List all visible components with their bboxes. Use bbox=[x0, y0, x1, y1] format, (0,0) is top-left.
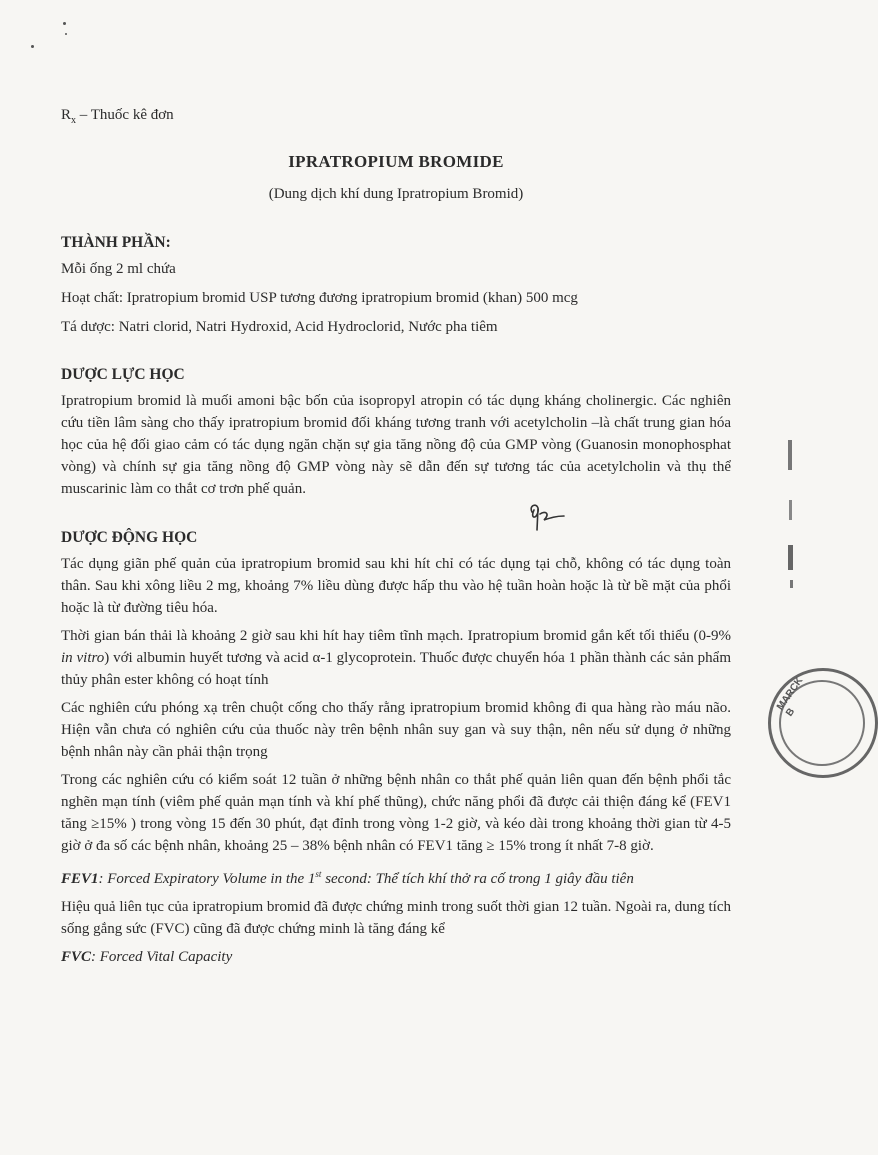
rx-sub: x bbox=[71, 115, 77, 126]
text-run: ) với albumin huyết tương và acid α-1 glycoprotein. Thuốc được chuyển hóa 1 phần thành các sản phẩm thủy phân ester không có hoạt tính bbox=[61, 650, 731, 688]
page-subtitle: (Dung dịch khí dung Ipratropium Bromid) bbox=[268, 186, 524, 202]
pharmacodynamics-paragraph: Ipratropium bromid là muối amoni bậc bốn của isopropyl atropin có tác dụng kháng cholinergic. Các nghiên cứu tiền lâm sàng cho thấy ipratropium bromid đối kháng tương tranh với acetylcholin –là chất trung gian hóa học của hệ đối giao cảm có tác dụng ngăn chặn sự gia tăng nồng độ của GMP vòng (Guanosin monophosphat vòng) và chính sự gia tăng nồng độ GMP vòng này sẽ dẫn đến sự tương tác của acetylcholin và thụ thể muscarinic làm co thắt cơ trơn phế quản. bbox=[61, 393, 731, 497]
rx-label-text: – Thuốc kê đơn bbox=[76, 107, 174, 123]
edge-stamp-fragment bbox=[786, 440, 796, 590]
prescription-label bbox=[61, 104, 731, 132]
pharmacokinetics-paragraph: Trong các nghiên cứu có kiểm soát 12 tuần ở những bệnh nhân co thắt phế quản liên quan đến bệnh phổi tắc nghẽn mạn tính (viêm phế quản mạn tính và khí phế thũng), chức năng phổi đã được cải thiện đáng kể (FEV1 tăng ≥15% ) trong vòng 15 đến 30 phút, đạt đỉnh trong vòng 1-2 giờ, và kéo dài trong khoảng thời gian từ 4-5 giờ ở đa số các bệnh nhân, khoảng 25 – 38% bệnh nhân có FEV1 tăng ≥ 15% trong ít nhất 7-8 giờ. bbox=[61, 772, 731, 854]
document-body bbox=[61, 104, 731, 968]
pharmacokinetics-paragraph: Tác dụng giãn phế quản của ipratropium bromid sau khi hít chỉ có tác dụng tại chỗ, không có tác dụng toàn thân. Sau khi xông liều 2 mg, khoảng 7% liều dùng được hấp thu vào hệ tuần hoàn hoặc là từ bề mặt của phổi hoặc là từ đường tiêu hóa. bbox=[61, 556, 731, 616]
page-title: IPRATROPIUM BROMIDE bbox=[288, 152, 504, 171]
scan-speck bbox=[65, 33, 67, 35]
composition-section bbox=[61, 232, 731, 338]
text-run: : Forced Vital Capacity bbox=[91, 949, 233, 965]
composition-heading: THÀNH PHẦN: bbox=[61, 234, 171, 251]
composition-line: Mỗi ống 2 ml chứa bbox=[61, 261, 176, 277]
superscript: st bbox=[315, 869, 322, 879]
composition-line: Hoạt chất: Ipratropium bromid USP tương đương ipratropium bromid (khan) 500 mcg bbox=[61, 290, 578, 306]
scan-speck bbox=[31, 45, 34, 48]
pharmacodynamics-section bbox=[61, 364, 731, 500]
pharmacokinetics-paragraph: Các nghiên cứu phóng xạ trên chuột cống cho thấy rằng ipratropium bromid không đi qua hàng rào máu não. Hiện vẫn chưa có nghiên cứu của thuốc này trên bệnh nhân suy gan và suy thận, nên nếu sử dụng ở những bệnh nhân này cần phải thận trọng bbox=[61, 700, 731, 760]
pharmacodynamics-heading: DƯỢC LỰC HỌC bbox=[61, 366, 185, 383]
fvc-note bbox=[61, 946, 731, 968]
pharmacokinetics-section bbox=[61, 527, 731, 968]
stamp-text: MARCK B bbox=[775, 675, 806, 719]
note-label: FEV1 bbox=[61, 871, 99, 887]
fev1-note bbox=[61, 863, 731, 890]
scan-speck bbox=[63, 22, 66, 25]
composition-line: Tá dược: Natri clorid, Natri Hydroxid, Acid Hydroclorid, Nước pha tiêm bbox=[61, 319, 498, 335]
text-run: : Forced Expiratory Volume in the 1 bbox=[98, 871, 316, 887]
note-label: FVC bbox=[61, 949, 92, 965]
rx-mark: R bbox=[61, 107, 72, 123]
text-run: Thời gian bán thải là khoảng 2 giờ sau khi hít hay tiêm tĩnh mạch. Ipratropium bromid gắn kết tối thiểu (0-9% bbox=[61, 628, 731, 644]
italic-term: in vitro bbox=[61, 650, 105, 666]
handwritten-initials bbox=[520, 500, 570, 535]
pharmacokinetics-heading: DƯỢC ĐỘNG HỌC bbox=[61, 529, 198, 546]
pharmacokinetics-paragraph bbox=[61, 625, 731, 691]
text-run: second: Thể tích khí thở ra cố trong 1 giây đầu tiên bbox=[321, 871, 634, 887]
pharmacokinetics-paragraph: Hiệu quả liên tục của ipratropium bromid đã được chứng minh trong suốt thời gian 12 tuần. Ngoài ra, dung tích sống gắng sức (FVC) cũng đã được chứng minh là tăng đáng kể bbox=[61, 899, 731, 937]
